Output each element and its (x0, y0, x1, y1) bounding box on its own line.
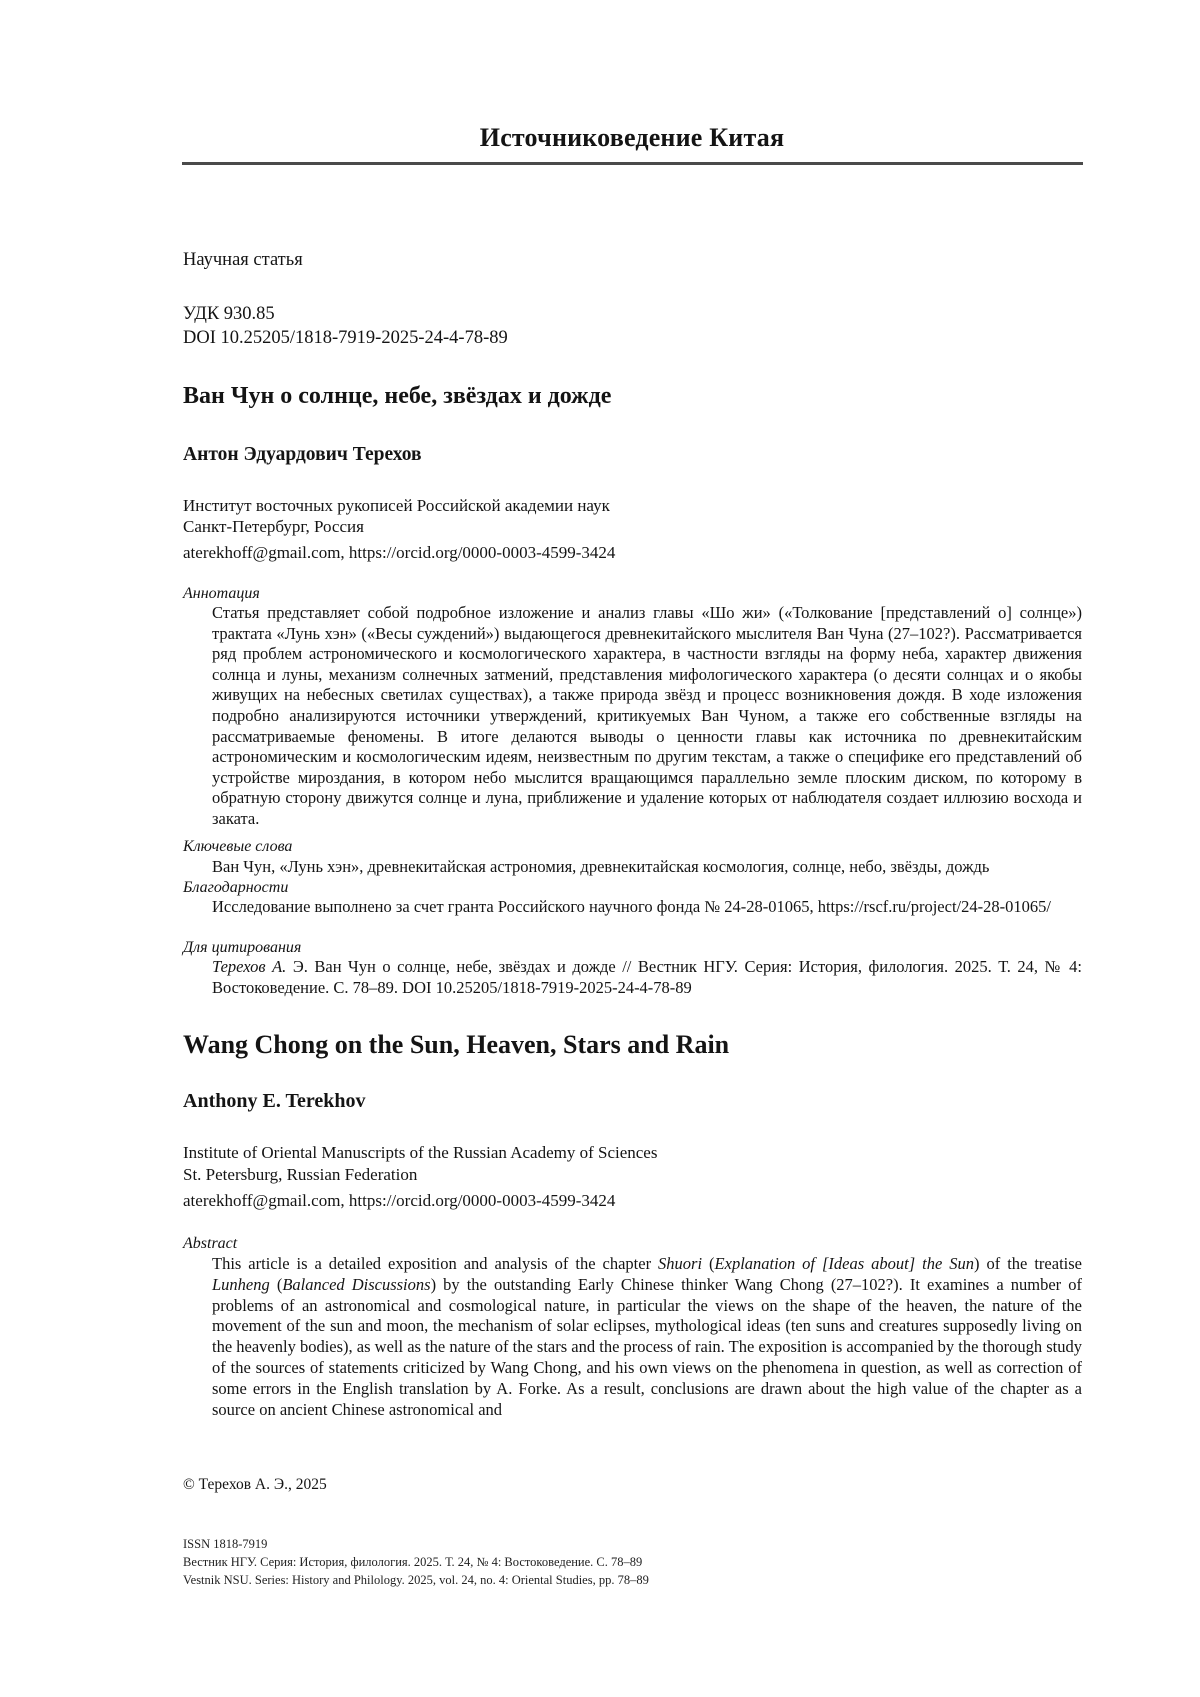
citation-details: Э. Ван Чун о солнце, небе, звёздах и дожде // Вестник НГУ. Серия: История, филология. 2025. Т. 24, № 4: Востоковедение. С. 78–89. DOI 10.25205/1818-7919-2025-24-4-78-89 (212, 957, 1082, 997)
abstract-label: Abstract (183, 1235, 238, 1252)
acknowledgements-label: Благодарности (183, 879, 289, 896)
author-contacts-ru: aterekhoff@gmail.com, https://orcid.org/0000-0003-4599-3424 (183, 543, 616, 562)
affiliation-ru-institute: Институт восточных рукописей Российской академии наук (183, 496, 610, 515)
doi: DOI 10.25205/1818-7919-2025-24-4-78-89 (183, 328, 508, 348)
udk-code: УДК 930.85 (183, 304, 275, 324)
article-type: Научная статья (183, 250, 303, 270)
author-name-en: Anthony E. Terekhov (183, 1090, 366, 1112)
annotation-label: Аннотация (183, 585, 260, 602)
journal-reference-en: Vestnik NSU. Series: History and Philology. 2025, vol. 24, no. 4: Oriental Studies, pp. 78–89 (183, 1573, 649, 1587)
citation-label: Для цитирования (183, 939, 302, 956)
citation-text (212, 957, 1082, 998)
article-title-en: Wang Chong on the Sun, Heaven, Stars and Rain (183, 1030, 730, 1059)
affiliation-ru-city: Санкт-Петербург, Россия (183, 517, 364, 536)
affiliation-en-city: St. Petersburg, Russian Federation (183, 1165, 418, 1184)
abstract-text: This article is a detailed exposition and analysis of the chapter Shuori (Explanation of [Ideas about] the Sun) of the treatise Lunheng (Balanced Discussions) by the outstanding Early Chinese thinker Wang Chong (27–102?). It examines a number of problems of an astronomical and cosmological nature, in particular the views on the shape of the heaven, the nature of the movement of the sun and moon, the mechanism of solar eclipses, mythological ideas (ten suns and creatures supposedly living on the heavenly bodies), as well as the nature of the stars and the process of rain. The exposition is accompanied by the thorough study of the sources of statements criticized by Wang Chong, and his own views on the phenomena in question, as well as correction of some errors in the English translation by A. Forke. As a result, conclusions are drawn about the high value of the chapter as a source on ancient Chinese astronomical and (212, 1254, 1082, 1419)
header-rule (182, 162, 1083, 165)
keywords-label: Ключевые слова (183, 838, 293, 855)
issn: ISSN 1818-7919 (183, 1537, 268, 1551)
article-title-ru: Ван Чун о солнце, небе, звёздах и дожде (183, 383, 612, 409)
journal-reference-ru: Вестник НГУ. Серия: История, филология. 2025. Т. 24, № 4: Востоковедение. С. 78–89 (183, 1555, 643, 1569)
section-title: Источниковедение Китая (479, 123, 785, 152)
copyright: © Терехов А. Э., 2025 (183, 1476, 327, 1493)
annotation-text: Статья представляет собой подробное изложение и анализ главы «Шо жи» («Толкование [представлений о] солнце») трактата «Лунь хэн» («Весы суждений») выдающегося древнекитайского мыслителя Ван Чуна (27–102?). Рассматривается ряд проблем астрономического и космологического характера, в частности взгляды на форму неба, характер движения солнца и луны, механизм солнечных затмений, представления мифологического характера (о десяти солнцах и о якобы живущих на небесных светилах существах), а также природа звёзд и процесс возникновения дождя. В ходе изложения подробно анализируются источники утверждений, критикуемых Ван Чуном, а также его собственные взгляды на рассматриваемые феномены. В итоге делаются выводы о ценности главы как источника по древнекитайским астрономическим и космологическим идеям, неизвестным по другим текстам, а также о специфике его представлений об устройстве мироздания, в котором небо мыслится вращающимся параллельно земле плоским диском, по которому в обратную сторону движутся солнце и луна, приближение и удаление которых от наблюдателя создает иллюзию восхода и заката. (212, 603, 1082, 828)
citation-author: Терехов А. (212, 957, 287, 976)
author-name-ru: Антон Эдуардович Терехов (183, 444, 422, 465)
keywords-text: Ван Чун, «Лунь хэн», древнекитайская астрономия, древнекитайская космология, солнце, небо, звёзды, дождь (212, 857, 990, 876)
acknowledgements-text: Исследование выполнено за счет гранта Российского научного фонда № 24-28-01065, https://rscf.ru/project/24-28-01065/ (212, 897, 1051, 916)
affiliation-en-institute: Institute of Oriental Manuscripts of the Russian Academy of Sciences (183, 1143, 658, 1162)
author-contacts-en: aterekhoff@gmail.com, https://orcid.org/0000-0003-4599-3424 (183, 1191, 616, 1210)
